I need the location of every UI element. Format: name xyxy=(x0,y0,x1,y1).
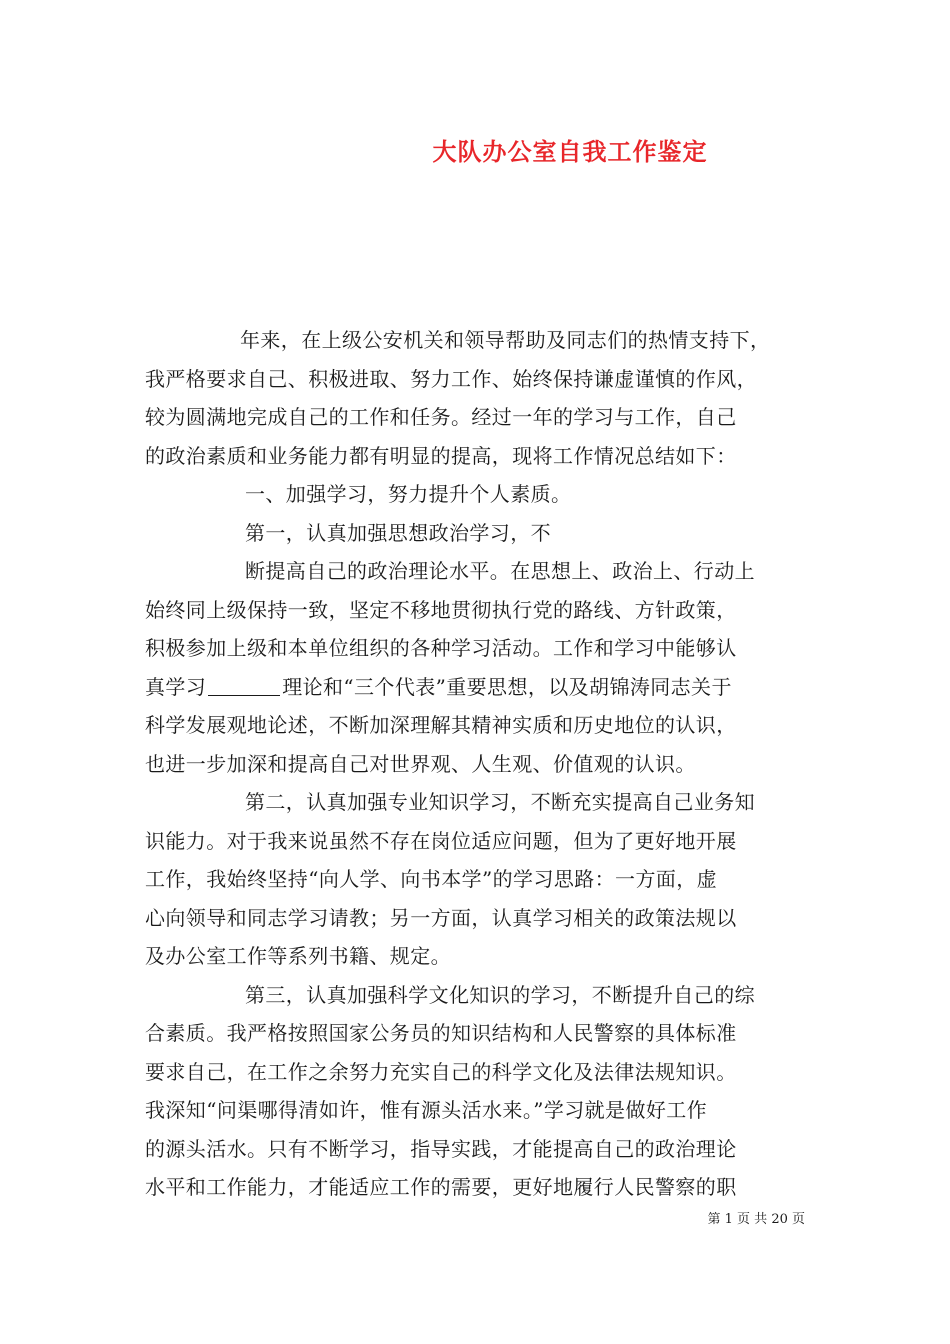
fill-in-blank xyxy=(208,671,280,696)
body-line: 及办公室工作等系列书籍、规定。 xyxy=(145,944,451,968)
body-line: 要求自己，在工作之余努力充实自己的科学文化及法律法规知识。 xyxy=(145,1059,737,1084)
body-line: 断提高自己的政治理论水平。在思想上、政治上、行动上 xyxy=(245,559,755,583)
body-line: 始终同上级保持一致，坚定不移地贯彻执行党的路线、方针政策， xyxy=(145,597,737,622)
page-number-footer: 第 1 页 共 20 页 xyxy=(707,1212,805,1227)
body-line: 水平和工作能力，才能适应工作的需要，更好地履行人民警察的职 xyxy=(145,1175,737,1199)
body-line: 合素质。我严格按照国家公务员的知识结构和人民警察的具体标准 xyxy=(145,1021,737,1045)
body-line: 的源头活水。只有不断学习，指导实践，才能提高自己的政治理论 xyxy=(145,1136,737,1161)
body-line: 第二，认真加强专业知识学习，不断充实提高自己业务知 xyxy=(245,790,755,814)
body-line: 第三，认真加强科学文化知识的学习，不断提升自己的综 xyxy=(245,982,755,1007)
body-line: 工作，我始终坚持“向人学、向书本学”的学习思路：一方面，虚 xyxy=(145,867,718,891)
body-line: 的政治素质和业务能力都有明显的提高，现将工作情况总结如下： xyxy=(145,443,737,468)
document-body xyxy=(145,321,815,1207)
body-line: 科学发展观地论述，不断加深理解其精神实质和历史地位的认识， xyxy=(145,713,737,737)
body-line: 我深知“问渠哪得清如许，惟有源头活水来。”学习就是做好工作 xyxy=(145,1098,708,1122)
body-line: 也进一步加深和提高自己对世界观、人生观、价值观的认识。 xyxy=(145,751,696,776)
body-line-with-blank xyxy=(145,668,815,707)
body-line: 识能力。对于我来说虽然不存在岗位适应问题，但为了更好地开展 xyxy=(145,828,737,853)
body-line: 第一，认真加强思想政治学习，不 xyxy=(245,520,551,545)
line-segment: 理论和“三个代表”重要思想，以及胡锦涛同志关于 xyxy=(282,674,732,699)
line-segment: 真学习 xyxy=(145,674,207,699)
body-line: 年来，在上级公安机关和领导帮助及同志们的热情支持下， xyxy=(240,328,771,352)
body-line: 心向领导和同志学习请教；另一方面，认真学习相关的政策法规以 xyxy=(145,905,737,930)
body-line: 我严格要求自己、积极进取、努力工作、始终保持谦虚谨慎的作风， xyxy=(145,366,757,391)
section-heading: 一、加强学习，努力提升个人素质。 xyxy=(245,482,572,506)
body-line: 较为圆满地完成自己的工作和任务。经过一年的学习与工作，自己 xyxy=(145,405,737,429)
document-title: 大队办公室自我工作鉴定 xyxy=(432,137,708,166)
body-line: 积极参加上级和本单位组织的各种学习活动。工作和学习中能够认 xyxy=(145,636,737,660)
